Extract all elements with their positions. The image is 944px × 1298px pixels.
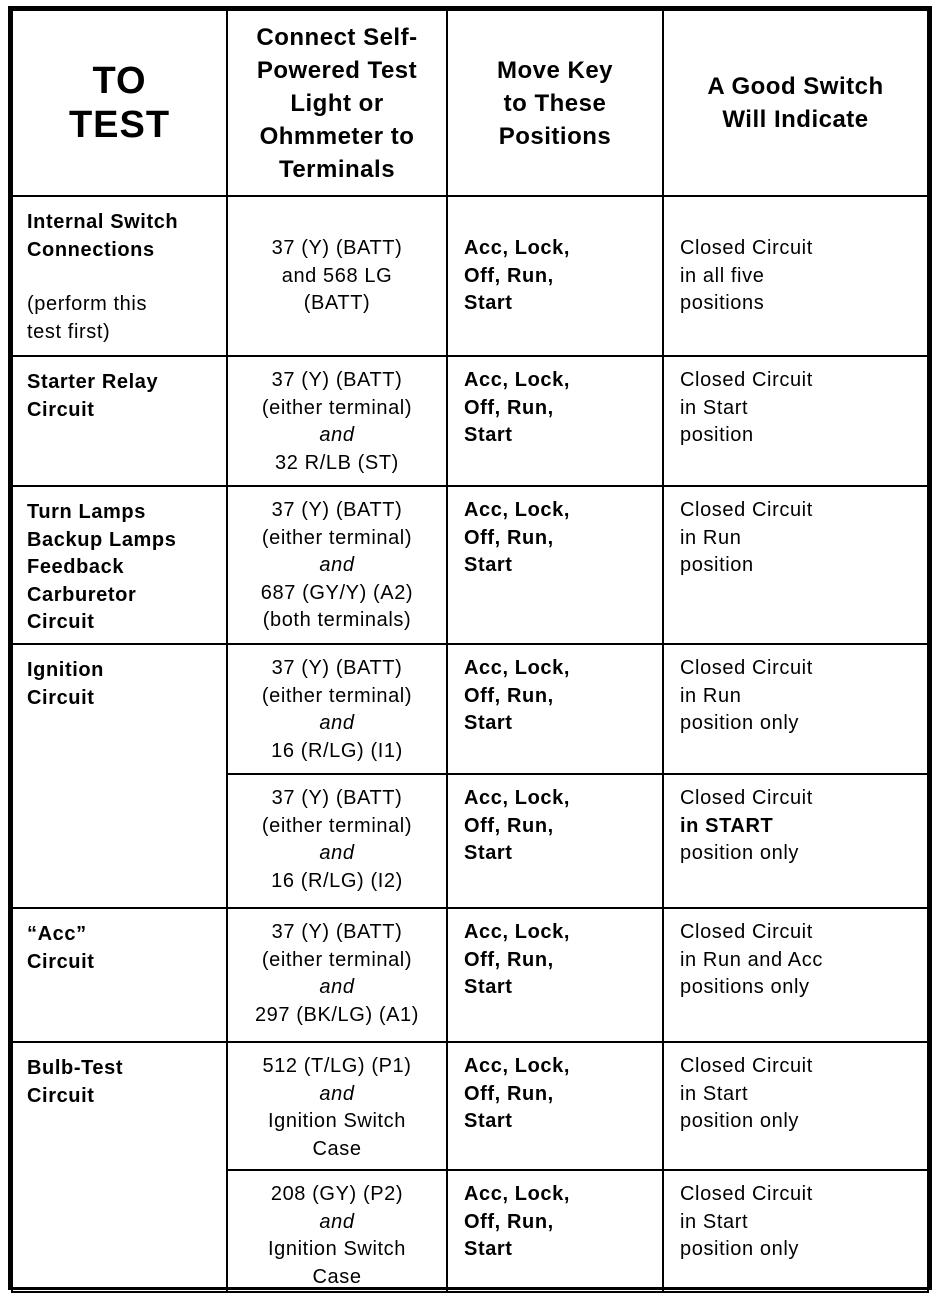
connect-line: 16 (R/LG) (I2) [271,869,403,892]
header-to-test-line: TO [92,60,147,102]
connect-line: and [319,1210,355,1233]
move-cell [447,774,663,908]
move-line: Start [464,712,513,734]
move-cell [447,196,663,356]
indicate-cell [663,1042,928,1170]
indicate-line: position only [680,1110,799,1132]
connect-line: 37 (Y) (BATT) [271,369,403,391]
test-cell [12,1042,227,1292]
connect-line: and 568 LG [281,264,393,287]
indicate-line: position only [680,712,799,734]
indicate-line: in Start [680,396,749,419]
indicate-line: position [680,424,754,446]
connect-line: and [319,1082,355,1105]
test-line: Backup Lamps [27,528,177,551]
connect-line: 687 (GY/Y) (A2) [260,581,414,604]
connect-line: Ignition Switch [268,1238,406,1260]
connect-line: (either terminal) [261,948,413,971]
table-row [12,644,928,774]
header-connect-line: Connect Self- [256,23,418,51]
indicate-line: Closed Circuit [680,921,813,943]
header-connect-line: Terminals [278,155,396,183]
connect-cell [227,908,447,1042]
move-line: Start [464,424,513,446]
table-row [12,486,928,644]
header-to-test-line: TEST [68,104,171,146]
test-cell [12,356,227,486]
test-cell [12,644,227,908]
move-cell [447,356,663,486]
move-line: Off, Run, [464,1210,554,1233]
header-row [12,10,928,196]
connect-line: and [319,424,355,446]
indicate-line: in Run and Acc [680,948,823,971]
connect-line: and [319,712,355,734]
test-line: Circuit [27,950,95,973]
connect-cell [227,644,447,774]
move-line: Off, Run, [464,948,554,971]
test-line: Circuit [27,686,95,709]
header-good-line: Will Indicate [722,106,869,133]
header-to-test [12,10,227,196]
indicate-line: in all five [680,264,765,287]
test-line: Connections [27,238,155,261]
indicate-line: Closed Circuit [680,499,813,521]
test-line: Circuit [27,611,95,633]
test-line: Carburetor [27,583,137,606]
connect-cell [227,356,447,486]
move-line: Off, Run, [464,684,554,707]
move-line: Start [464,842,513,864]
indicate-line: positions only [680,976,810,998]
move-line: Acc, Lock, [464,657,571,679]
move-cell [447,908,663,1042]
test-line: Starter Relay [27,371,159,393]
test-line: Feedback [27,556,125,578]
indicate-line: Closed Circuit [680,657,813,679]
move-line: Start [464,976,513,998]
header-connect-line: Light or [290,89,384,117]
header-move-line: Move Key [496,56,614,84]
indicate-line: in Start [680,1082,749,1105]
move-cell [447,486,663,644]
connect-line: and [319,554,355,576]
test-cell [12,486,227,644]
table-row [12,196,928,356]
test-line: Circuit [27,398,95,421]
move-line: Acc, Lock, [464,1183,571,1205]
test-line: Circuit [27,1084,95,1107]
indicate-cell [663,356,928,486]
indicate-line: in Run [680,684,742,707]
indicate-line: in Run [680,526,742,549]
move-line: Off, Run, [464,814,554,837]
connect-line: and [319,842,355,864]
indicate-cell [663,774,928,908]
connect-line: 37 (Y) (BATT) [271,787,403,809]
connect-line: 32 R/LB (ST) [275,451,399,474]
test-note [27,291,216,346]
connect-line: (both terminals) [262,609,412,631]
move-cell [447,644,663,774]
connect-line: (either terminal) [261,526,413,549]
header-move-line: Positions [498,122,612,150]
table-row [12,908,928,1042]
connect-line: (either terminal) [261,684,413,707]
move-line: Acc, Lock, [464,1055,571,1077]
connect-line: 37 (Y) (BATT) [271,499,403,521]
indicate-line: positions [680,292,765,314]
header-move-key [447,10,663,196]
test-line: Bulb-Test [27,1057,124,1079]
table-row [12,1042,928,1170]
connect-cell [227,486,447,644]
move-line: Start [464,554,513,576]
move-line: Off, Run, [464,264,554,287]
connect-line: 512 (T/LG) (P1) [262,1055,412,1077]
connect-cell [227,1042,447,1170]
connect-line: 16 (R/LG) (I1) [271,739,403,762]
connect-line: Case [312,1265,362,1288]
move-line: Off, Run, [464,526,554,549]
header-good-switch [663,10,928,196]
test-line: Ignition [27,659,104,681]
indicate-line: position only [680,842,799,864]
header-move-line: to These [503,89,607,117]
connect-line: (either terminal) [261,396,413,419]
indicate-cell [663,486,928,644]
indicate-cell [663,196,928,356]
test-note-line: (perform this [27,293,148,315]
header-good-line: A Good Switch [707,73,884,100]
move-line: Start [464,292,513,314]
move-line: Acc, Lock, [464,237,571,259]
connect-cell [227,196,447,356]
indicate-cell [663,908,928,1042]
indicate-line: position [680,554,754,576]
ignition-switch-test-table [11,9,929,1293]
connect-cell [227,1170,447,1292]
connect-line: (either terminal) [261,814,413,837]
test-line: Internal Switch [27,211,179,233]
indicate-cell [663,1170,928,1292]
ignition-switch-test-table-frame [8,6,932,1290]
connect-line: Case [312,1137,362,1160]
connect-line: 37 (Y) (BATT) [271,921,403,943]
indicate-line: in Start [680,1210,749,1233]
header-connect-line: Powered Test [256,56,418,84]
connect-line: 37 (Y) (BATT) [271,657,403,679]
table-row [12,356,928,486]
move-line: Acc, Lock, [464,369,571,391]
move-cell [447,1042,663,1170]
header-connect-terminals [227,10,447,196]
test-line: Turn Lamps [27,501,146,523]
move-line: Off, Run, [464,1082,554,1105]
connect-line: 297 (BK/LG) (A1) [254,1003,420,1026]
connect-cell [227,774,447,908]
indicate-line: Closed Circuit [680,237,813,259]
indicate-line: Closed Circuit [680,369,813,391]
indicate-line: in START [680,814,774,837]
move-cell [447,1170,663,1292]
connect-line: 208 (GY) (P2) [270,1183,404,1205]
indicate-line: Closed Circuit [680,787,813,809]
indicate-line: position only [680,1238,799,1260]
move-line: Start [464,1238,513,1260]
move-line: Acc, Lock, [464,921,571,943]
test-cell [12,908,227,1042]
indicate-line: Closed Circuit [680,1055,813,1077]
header-connect-line: Ohmmeter to [259,122,415,150]
move-line: Off, Run, [464,396,554,419]
move-line: Acc, Lock, [464,787,571,809]
indicate-line: Closed Circuit [680,1183,813,1205]
move-line: Acc, Lock, [464,499,571,521]
connect-line: and [319,976,355,998]
connect-line: 37 (Y) (BATT) [271,237,403,259]
move-line: Start [464,1110,513,1132]
test-line: “Acc” [27,923,87,945]
indicate-cell [663,644,928,774]
connect-line: (BATT) [303,292,371,314]
test-cell [12,196,227,356]
connect-line: Ignition Switch [268,1110,406,1132]
test-note-line: test first) [27,320,111,343]
